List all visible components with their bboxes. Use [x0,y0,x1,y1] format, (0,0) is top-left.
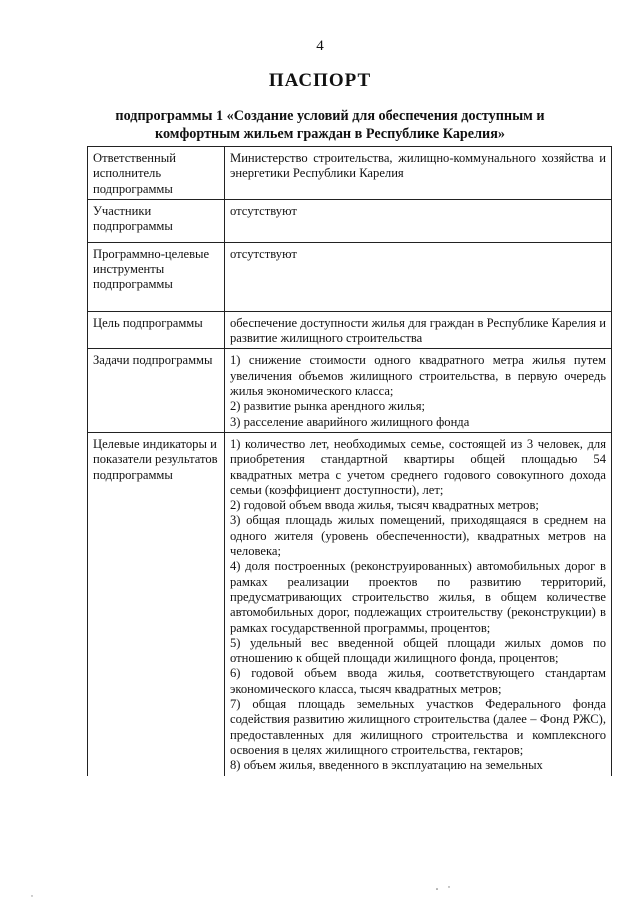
scan-speck [448,886,449,887]
table-row-tasks [88,349,612,432]
row-label: Программно-целевые инструменты подпрограммы [88,242,225,311]
table-row-participants [88,199,612,242]
value-line: 2) годовой объем ввода жилья, тысяч квадратных метров; [230,498,539,513]
value-line: 2) развитие рынка арендного жилья; [230,399,426,414]
row-label: Ответственный исполнитель подпрограммы [88,147,225,200]
row-value [225,432,612,775]
row-value [225,349,612,432]
table-row-program-instruments [88,242,612,311]
value-line: отсутствуют [230,203,297,218]
value-line: 3) общая площадь жилых помещений, приходящаяся в среднем на одного жителя (уровень обеспеченности), квадратных метров на человека; [230,513,606,559]
table-row-responsible-executor [88,147,612,200]
row-label: Задачи подпрограммы [88,349,225,432]
document-title: ПАСПОРТ [268,70,372,91]
value-line: обеспечение доступности жилья для граждан в Республике Карелия и развитие жилищного строительства [230,315,606,346]
row-value [225,311,612,349]
value-line: 1) количество лет, необходимых семье, состоящей из 3 человек, для приобретения стандартной квартиры общей площадью 54 квадратных метра с учетом среднего годового совокупного дохода семьи (коэффициент доступности), лет; [230,436,606,497]
row-value [225,242,612,311]
row-value [225,199,612,242]
value-line: 1) снижение стоимости одного квадратного метра жилья путем увеличения объемов жилищного строительства, в первую очередь жилья экономического класса; [230,353,606,399]
value-line: Министерство строительства, жилищно-коммунального хозяйства и энергетики Республики Карелия [230,151,606,181]
row-value [225,147,612,200]
subtitle-line: подпрограммы 1 «Создание условий для обеспечения доступным и [115,108,545,124]
value-line: 4) доля построенных (реконструированных) автомобильных дорог в рамках реализации проектов по развитию территорий, предусматривающих строительство жилья, в общем количестве автомобильных дорог, подлежащих строительству (реконструкции) в рамках государственной программы, процентов; [230,559,606,635]
passport-table [87,146,612,776]
table-row-indicators [88,432,612,775]
scan-speck [31,895,32,896]
document-subtitle [80,107,580,143]
subtitle-line: комфортным жильем граждан в Республике Карелия» [154,126,506,142]
row-label: Цель подпрограммы [88,311,225,349]
value-line: 3) расселение аварийного жилищного фонда [230,414,470,429]
row-label: Участники подпрограммы [88,199,225,242]
value-line: 8) объем жилья, введенного в эксплуатацию на земельных [230,758,543,773]
row-label: Целевые индикаторы и показатели результатов подпрограммы [88,432,225,775]
page-number: 4 [316,38,324,54]
scan-speck [436,888,438,890]
value-line: 6) годовой объем ввода жилья, соответствующего стандартам экономического класса, тысяч квадратных метров; [230,666,606,696]
value-line: 7) общая площадь земельных участков Федерального фонда содействия развитию жилищного строительства (далее – Фонд РЖС), предоставленных для жилищного строительства и комплексного освоения в целях жилищного строительства, гектаров; [230,697,606,757]
value-line: 5) удельный вес введенной общей площади жилых домов по отношению к общей площади жилищного фонда, процентов; [230,635,606,666]
table-row-goal [88,311,612,349]
value-line: отсутствуют [230,246,297,261]
